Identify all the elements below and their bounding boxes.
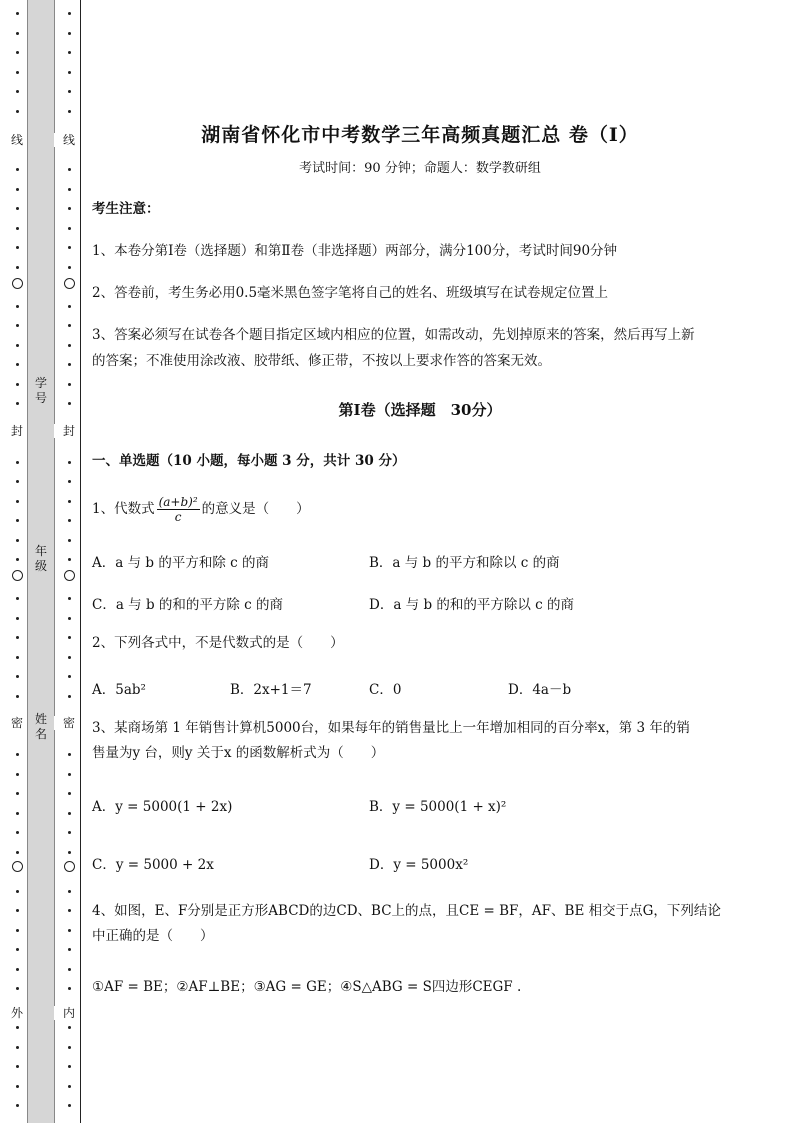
binding-dot	[68, 987, 71, 990]
notice-heading: 考生注意：	[92, 201, 160, 217]
binding-dot	[68, 1026, 71, 1029]
student-no-label	[28, 376, 54, 406]
binding-ring-icon	[12, 570, 23, 581]
binding-dot	[16, 383, 19, 386]
binding-dot	[16, 51, 19, 54]
inner-mark-inside: 内	[54, 1006, 84, 1020]
binding-dot	[68, 344, 71, 347]
binding-dot	[16, 753, 19, 756]
binding-dot	[68, 402, 71, 405]
binding-dot	[16, 1065, 19, 1068]
binding-dot	[16, 831, 19, 834]
binding-dot	[16, 71, 19, 74]
binding-dot	[68, 519, 71, 522]
question-4-stem-1: 4、如图，E、F分别是正方形ABCD的边CD、BC上的点，且CE = BF，AF、BE 相交于点G，下列结论	[92, 903, 721, 919]
binding-dot	[68, 929, 71, 932]
binding-dot	[16, 12, 19, 15]
outer-mark-secret: 密	[2, 716, 32, 730]
binding-ring-icon	[64, 278, 75, 289]
binding-dot	[68, 383, 71, 386]
binding-dot	[68, 500, 71, 503]
binding-dot	[68, 188, 71, 191]
binding-ring-icon	[12, 861, 23, 872]
binding-dot	[68, 773, 71, 776]
gutter-border-line	[80, 0, 81, 1123]
binding-dot	[16, 597, 19, 600]
binding-dot	[68, 948, 71, 951]
binding-dot	[16, 812, 19, 815]
binding-dot	[16, 890, 19, 893]
notice-item-2: 2、答卷前，考生务必用0.5毫米黑色签字笔将自己的姓名、班级填写在试卷规定位置上	[92, 285, 609, 301]
binding-dot	[68, 597, 71, 600]
binding-dot	[68, 812, 71, 815]
outer-mark-outside: 外	[2, 1006, 32, 1020]
binding-dot	[16, 539, 19, 542]
section-title: 第Ⅰ卷（选择题 30分）	[338, 401, 502, 419]
grade-label	[28, 544, 54, 574]
binding-dot	[16, 207, 19, 210]
student-no-text: 学号	[34, 376, 47, 405]
q1-frac-den: c	[174, 510, 182, 524]
binding-dot	[16, 266, 19, 269]
binding-dot	[68, 1046, 71, 1049]
name-label	[28, 712, 54, 742]
binding-dot	[68, 675, 71, 678]
q1-prefix: 1、代数式	[92, 501, 155, 517]
binding-dot	[16, 480, 19, 483]
binding-dot	[68, 695, 71, 698]
binding-dot	[68, 792, 71, 795]
question-3-stem-2: 售量为y 台，则y 关于x 的函数解析式为（ ）	[92, 745, 385, 761]
q2-option-c: C．0	[369, 682, 402, 698]
exam-info: 考试时间：90 分钟；命题人：数学教研组	[299, 161, 541, 176]
q3-option-b: B．y = 5000(1 + x)²	[369, 799, 507, 815]
binding-dot	[16, 792, 19, 795]
binding-dot	[68, 636, 71, 639]
binding-dot	[16, 929, 19, 932]
binding-dot	[68, 1065, 71, 1068]
q1-suffix: 的意义是（ ）	[201, 501, 310, 517]
outer-mark-line: 线	[2, 133, 32, 147]
question-3-stem-1: 3、某商场第 1 年销售计算机5000台，如果每年的销售量比上一年增加相同的百分率x，第 3 年的销	[92, 720, 690, 736]
q1-option-d: D．a 与 b 的和的平方除以 c 的商	[369, 597, 575, 613]
binding-dot	[16, 188, 19, 191]
grade-text: 年级	[34, 544, 47, 573]
binding-dot	[68, 753, 71, 756]
question-4-stem-2: 中正确的是（ ）	[92, 928, 214, 944]
q3-option-c: C．y = 5000 + 2x	[92, 857, 214, 873]
binding-dot	[16, 1085, 19, 1088]
student-info-band	[27, 0, 55, 1123]
binding-dot	[68, 480, 71, 483]
q3-option-d: D．y = 5000x²	[369, 857, 469, 873]
q3-option-a: A．y = 5000(1 + 2x)	[92, 799, 233, 815]
binding-ring-icon	[12, 278, 23, 289]
q2-option-d: D．4a－b	[508, 682, 572, 698]
inner-mark-line: 线	[54, 133, 84, 147]
binding-dot	[68, 110, 71, 113]
binding-dot	[16, 695, 19, 698]
binding-dot	[16, 500, 19, 503]
binding-dot	[68, 32, 71, 35]
binding-dot	[16, 110, 19, 113]
binding-dot	[68, 968, 71, 971]
binding-dot	[68, 890, 71, 893]
binding-dot	[16, 636, 19, 639]
binding-dot	[16, 558, 19, 561]
binding-dot	[16, 617, 19, 620]
notice-item-3-cont: 的答案；不准使用涂改液、胶带纸、修正带，不按以上要求作答的答案无效。	[92, 353, 551, 369]
binding-dot	[16, 1026, 19, 1029]
binding-dot	[16, 948, 19, 951]
binding-dot	[16, 90, 19, 93]
inner-mark-seal: 封	[54, 424, 84, 438]
binding-dot	[68, 656, 71, 659]
binding-dot	[16, 1104, 19, 1107]
q2-option-a: A．5ab²	[92, 682, 146, 698]
binding-dot	[68, 90, 71, 93]
binding-dot	[16, 519, 19, 522]
q1-option-a: A．a 与 b 的平方和除 c 的商	[92, 555, 269, 571]
binding-dot	[16, 227, 19, 230]
binding-dot	[68, 1104, 71, 1107]
q1-option-c: C．a 与 b 的和的平方除 c 的商	[92, 597, 284, 613]
binding-dot	[68, 1085, 71, 1088]
question-1-stem	[92, 492, 310, 526]
binding-ring-icon	[64, 861, 75, 872]
binding-dot	[68, 539, 71, 542]
binding-dot	[68, 363, 71, 366]
part-one-heading: 一、单选题（10 小题，每小题 3 分，共计 30 分）	[92, 453, 406, 469]
q1-fraction	[157, 495, 200, 524]
binding-dot	[16, 246, 19, 249]
q1-option-b: B．a 与 b 的平方和除以 c 的商	[369, 555, 560, 571]
binding-dot	[16, 461, 19, 464]
binding-dot	[16, 909, 19, 912]
binding-dot	[16, 656, 19, 659]
notice-item-1: 1、本卷分第Ⅰ卷（选择题）和第Ⅱ卷（非选择题）两部分，满分100分，考试时间90分钟	[92, 243, 618, 259]
question-4-statements: ①AF = BE；②AF⊥BE；③AG = GE；④S△ABG = S四边形CEGF .	[92, 979, 522, 995]
q1-frac-num: (a+b)²	[158, 495, 198, 509]
binding-dot	[16, 968, 19, 971]
binding-dot	[16, 32, 19, 35]
binding-dot	[68, 207, 71, 210]
binding-dot	[16, 773, 19, 776]
binding-dot	[68, 227, 71, 230]
binding-dot	[68, 909, 71, 912]
page-title: 湖南省怀化市中考数学三年高频真题汇总 卷（Ⅰ）	[201, 124, 639, 146]
binding-dot	[68, 71, 71, 74]
binding-dot	[16, 168, 19, 171]
q2-option-b: B．2x+1＝7	[230, 682, 312, 698]
binding-dot	[16, 324, 19, 327]
binding-dot	[68, 246, 71, 249]
binding-dot	[68, 12, 71, 15]
binding-dot	[68, 51, 71, 54]
binding-dot	[68, 324, 71, 327]
binding-dot	[68, 851, 71, 854]
binding-dot	[16, 363, 19, 366]
binding-dot	[16, 851, 19, 854]
binding-dot	[68, 305, 71, 308]
binding-dot	[68, 617, 71, 620]
binding-dot	[68, 168, 71, 171]
binding-dot	[68, 461, 71, 464]
outer-mark-seal: 封	[2, 424, 32, 438]
binding-dot	[68, 558, 71, 561]
binding-dot	[16, 402, 19, 405]
binding-dot	[16, 675, 19, 678]
binding-dot	[16, 344, 19, 347]
binding-dot	[16, 1046, 19, 1049]
binding-dot	[16, 987, 19, 990]
binding-dot	[68, 266, 71, 269]
binding-ring-icon	[64, 570, 75, 581]
notice-item-3: 3、答案必须写在试卷各个题目指定区域内相应的位置，如需改动，先划掉原来的答案，然后再写上新	[92, 327, 695, 343]
binding-dot	[68, 831, 71, 834]
name-text: 姓名	[34, 712, 47, 741]
question-2-stem: 2、下列各式中，不是代数式的是（ ）	[92, 635, 344, 651]
binding-dot	[16, 305, 19, 308]
inner-mark-secret: 密	[54, 716, 84, 730]
